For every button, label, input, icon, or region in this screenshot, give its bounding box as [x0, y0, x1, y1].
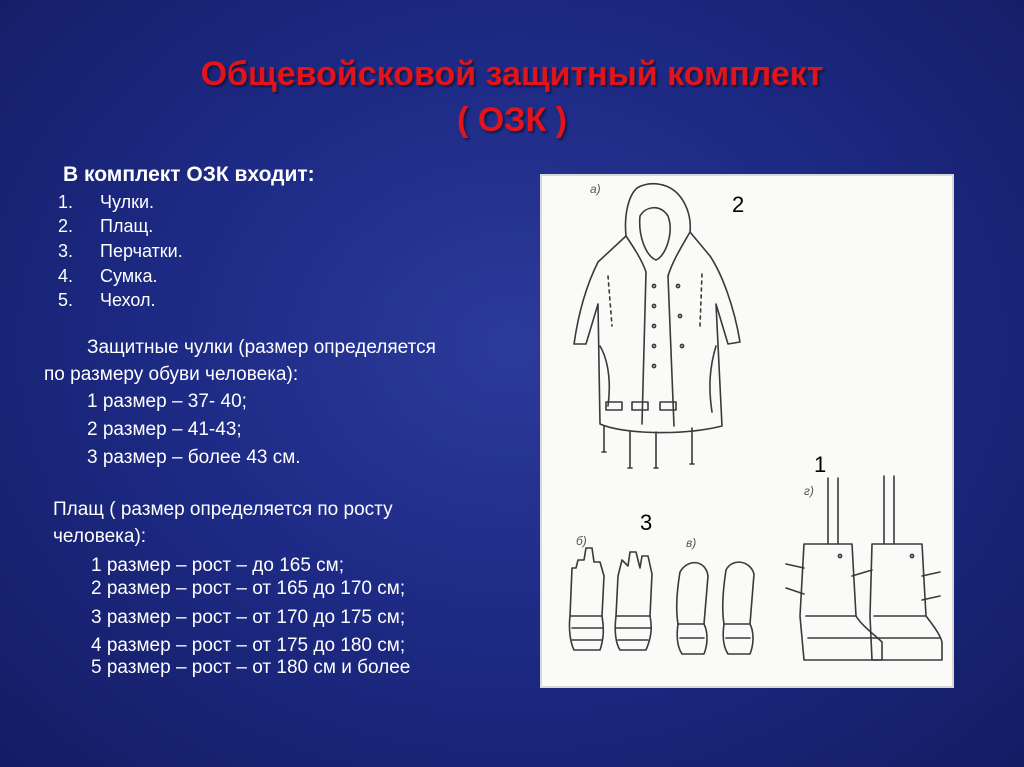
- figure-sublabel-v: в): [686, 536, 697, 550]
- list-item: Сумка.: [100, 266, 158, 286]
- figure-sublabel-g: г): [804, 484, 814, 498]
- stockings-intro-line2: по размеру обуви человека):: [44, 364, 299, 385]
- figure-label-1: 1: [814, 452, 827, 477]
- list-item: Чехол.: [100, 290, 156, 310]
- cloak-size-item: 2 размер – рост – от 165 до 170 см;: [91, 578, 406, 599]
- cloak-size-item: 5 размер – рост – от 180 см и более: [91, 657, 411, 678]
- cloak-intro-line1: Плащ ( размер определяется по росту: [53, 499, 393, 520]
- cloak-size-item: 3 размер – рост – от 170 до 175 см;: [91, 607, 406, 628]
- cloak-size-item: 1 размер – рост – до 165 см;: [91, 555, 345, 576]
- illustration-panel: [540, 174, 954, 688]
- slide-title-line1: Общевойсковой защитный комплект: [200, 55, 824, 93]
- cloak-drawing: [574, 184, 740, 468]
- figure-label-2: 2: [732, 192, 745, 217]
- list-item: Плащ.: [100, 216, 154, 236]
- kit-heading: В комплект ОЗК входит:: [63, 163, 315, 186]
- stockings-size-item: 3 размер – более 43 см.: [87, 447, 301, 468]
- list-item-number: 3.: [58, 241, 74, 261]
- list-item: Перчатки.: [100, 241, 183, 261]
- list-item-number: 1.: [58, 192, 74, 212]
- figure-sublabel-a: а): [590, 182, 601, 196]
- list-item-number: 5.: [58, 290, 74, 310]
- stockings-size-item: 2 размер – 41-43;: [87, 419, 242, 440]
- list-item: Чулки.: [100, 192, 155, 212]
- figure-label-3: 3: [640, 510, 653, 535]
- stockings-size-item: 1 размер – 37- 40;: [87, 391, 247, 412]
- cloak-intro-line2: человека):: [53, 526, 147, 547]
- kit-illustration: [542, 176, 952, 686]
- gloves-drawing: [569, 548, 754, 654]
- list-item-number: 2.: [58, 216, 74, 236]
- list-item-number: 4.: [58, 266, 74, 286]
- slide-title-line2: ( ОЗК ): [456, 101, 568, 139]
- cloak-size-item: 4 размер – рост – от 175 до 180 см;: [91, 635, 406, 656]
- stockings-intro-line1: Защитные чулки (размер определяется: [87, 337, 436, 358]
- stockings-drawing: [786, 476, 942, 660]
- figure-sublabel-b: б): [576, 534, 587, 548]
